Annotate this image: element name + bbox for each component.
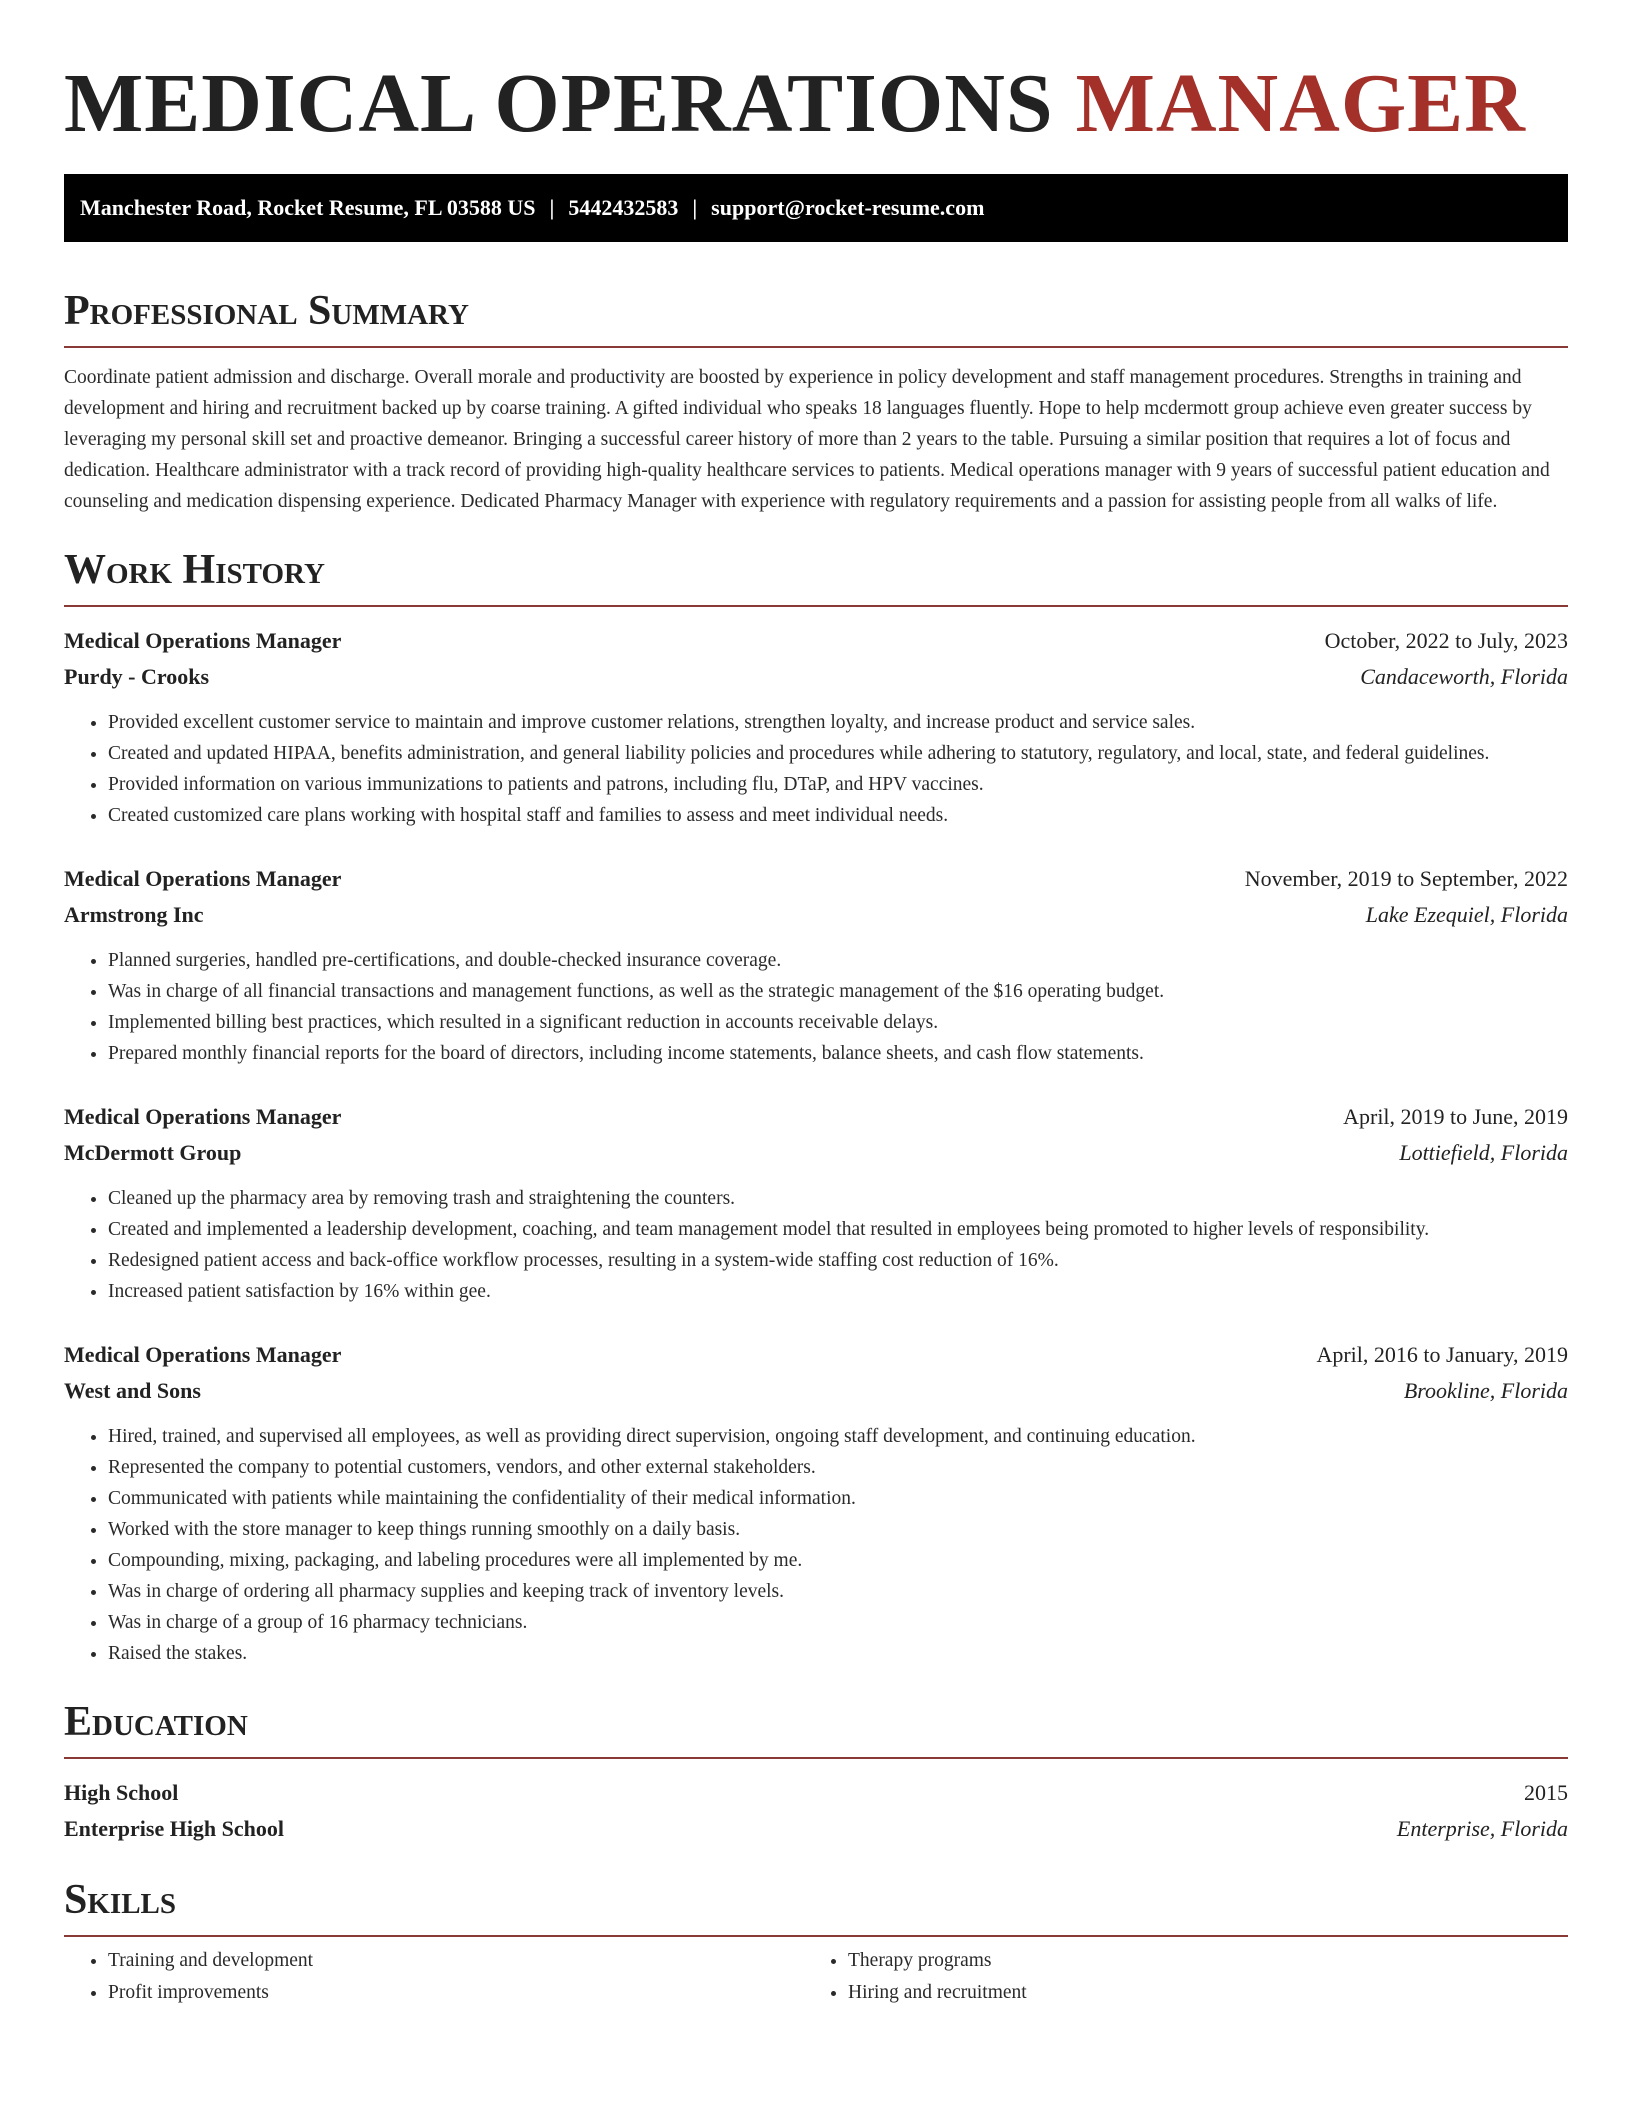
job-bullet: • Planned surgeries, handled pre-certifications, and double-checked insurance coverage. (108, 945, 1568, 976)
skills-list (804, 1945, 1544, 2009)
education-school: Enterprise High School (64, 1816, 285, 1841)
section-title-skills: Skills (64, 1877, 177, 1923)
job-bullet: • Was in charge of ordering all pharmacy supplies and keeping track of inventory levels. (108, 1576, 1568, 1607)
skills-column-left (64, 1945, 804, 2009)
contact-separator: | (692, 195, 698, 220)
education-degree-row (64, 1775, 1568, 1811)
job-employer: McDermott Group (64, 1140, 242, 1165)
job-entry (64, 1099, 1568, 1307)
section-divider (64, 605, 1568, 607)
summary-text: Coordinate patient admission and discharge. Overall morale and productivity are boosted by experience in policy development and staff management procedures. Strengths in training and development and hiring and recruitment backed up by coarse training. A gifted individual who speaks 18 languages fluently. Hope to help mcdermott group achieve even greater success by leveraging my personal skill set and proactive demeanor. Bringing a successful career history of more than 2 years to the table. Pursuing a similar position that requires a lot of focus and dedication. Healthcare administrator with a track record of providing high-quality healthcare services to patients. Medical operations manager with 9 years of successful patient education and counseling and medication dispensing experience. Dedicated Pharmacy Manager with experience with regulatory requirements and a passion for assisting people from all walks of life. (64, 367, 1550, 512)
job-title-row (64, 1337, 1568, 1373)
job-bullet: • Compounding, mixing, packaging, and labeling procedures were all implemented by me. (108, 1545, 1568, 1576)
contact-email: support@rocket-resume.com (711, 195, 985, 220)
contact-separator: | (549, 195, 555, 220)
job-bullet: • Increased patient satisfaction by 16% within gee. (108, 1276, 1568, 1307)
job-title: Medical Operations Manager (64, 1342, 342, 1367)
section-title-education: Education (64, 1699, 248, 1745)
job-title: Medical Operations Manager (64, 866, 342, 891)
job-location: Candaceworth, Florida (1360, 664, 1568, 689)
job-bullet: • Communicated with patients while maintaining the confidentiality of their medical information. (108, 1483, 1568, 1514)
job-employer-row (64, 659, 1568, 695)
job-dates: April, 2019 to June, 2019 (1343, 1104, 1568, 1129)
summary-section (64, 286, 1568, 517)
job-bullet: • Created and updated HIPAA, benefits administration, and general liability policies and procedures while adhering to statutory, regulatory, and local, state, and federal guidelines. (108, 738, 1568, 769)
job-employer-row (64, 1373, 1568, 1409)
job-bullet: • Cleaned up the pharmacy area by removing trash and straightening the counters. (108, 1183, 1568, 1214)
job-bullet: • Represented the company to potential customers, vendors, and other external stakeholders. (108, 1452, 1568, 1483)
job-title-row (64, 861, 1568, 897)
job-bullet: • Redesigned patient access and back-office workflow processes, resulting in a system-wide staffing cost reduction of 16%. (108, 1245, 1568, 1276)
education-degree: High School (64, 1780, 179, 1805)
job-bullet: • Worked with the store manager to keep things running smoothly on a daily basis. (108, 1514, 1568, 1545)
job-employer-row (64, 1135, 1568, 1171)
job-title-row (64, 623, 1568, 659)
contact-bar (64, 174, 1568, 242)
skills-grid (64, 1945, 1568, 2009)
education-entry (64, 1775, 1568, 1847)
education-school-row (64, 1811, 1568, 1847)
skill-item: • Profit improvements (108, 1977, 804, 2009)
job-title-row (64, 1099, 1568, 1135)
job-title: Medical Operations Manager (64, 628, 342, 653)
job-title: Medical Operations Manager (64, 1104, 342, 1129)
job-bullet: • Was in charge of all financial transactions and management functions, as well as the strategic management of the $16 operating budget. (108, 976, 1568, 1007)
job-dates: October, 2022 to July, 2023 (1324, 628, 1568, 653)
resume-name (64, 58, 1568, 150)
contact-address: Manchester Road, Rocket Resume, FL 03588 US (80, 195, 536, 220)
education-year: 2015 (1524, 1780, 1568, 1805)
skills-column-right (804, 1945, 1544, 2009)
job-employer: Purdy - Crooks (64, 664, 210, 689)
work-history-section (64, 545, 1568, 1669)
job-entry (64, 1337, 1568, 1669)
job-bullet: • Prepared monthly financial reports for the board of directors, including income statements, balance sheets, and cash flow statements. (108, 1038, 1568, 1069)
skills-list (64, 1945, 804, 2009)
job-dates: April, 2016 to January, 2019 (1316, 1342, 1568, 1367)
job-bullet: • Created customized care plans working with hospital staff and families to assess and meet individual needs. (108, 800, 1568, 831)
section-divider (64, 1935, 1568, 1937)
job-employer: West and Sons (64, 1378, 201, 1403)
resume-page (64, 0, 1568, 2009)
job-bullets (64, 945, 1568, 1069)
section-title-summary: Professional Summary (64, 288, 469, 334)
job-bullet: • Was in charge of a group of 16 pharmacy technicians. (108, 1607, 1568, 1638)
job-entry (64, 861, 1568, 1069)
job-employer-row (64, 897, 1568, 933)
job-location: Lottiefield, Florida (1399, 1140, 1568, 1165)
skill-item: • Hiring and recruitment (848, 1977, 1544, 2009)
job-bullet: • Created and implemented a leadership development, coaching, and team management model that resulted in employees being promoted to higher levels of responsibility. (108, 1214, 1568, 1245)
job-bullets (64, 707, 1568, 831)
job-bullet: • Provided excellent customer service to maintain and improve customer relations, strengthen loyalty, and increase product and service sales. (108, 707, 1568, 738)
job-dates: November, 2019 to September, 2022 (1244, 866, 1568, 891)
education-location: Enterprise, Florida (1396, 1816, 1568, 1841)
job-location: Brookline, Florida (1403, 1378, 1568, 1403)
skill-item: • Therapy programs (848, 1945, 1544, 1977)
job-bullets (64, 1421, 1568, 1669)
job-location: Lake Ezequiel, Florida (1365, 902, 1568, 927)
section-divider (64, 346, 1568, 348)
skills-section (64, 1875, 1568, 2009)
skill-item: • Training and development (108, 1945, 804, 1977)
contact-phone: 5442432583 (568, 195, 679, 220)
section-title-work-history: Work History (64, 547, 325, 593)
job-entry (64, 623, 1568, 831)
section-divider (64, 1757, 1568, 1759)
name-part-1: MEDICAL OPERATIONS (64, 57, 1054, 150)
job-bullet: • Hired, trained, and supervised all employees, as well as providing direct supervision, ongoing staff development, and continuing education. (108, 1421, 1568, 1452)
job-bullet: • Raised the stakes. (108, 1638, 1568, 1669)
name-part-2-accent: MANAGER (1075, 57, 1526, 150)
job-bullets (64, 1183, 1568, 1307)
job-bullet: • Implemented billing best practices, which resulted in a significant reduction in accounts receivable delays. (108, 1007, 1568, 1038)
job-employer: Armstrong Inc (64, 902, 204, 927)
job-bullet: • Provided information on various immunizations to patients and patrons, including flu, DTaP, and HPV vaccines. (108, 769, 1568, 800)
education-section (64, 1697, 1568, 1847)
